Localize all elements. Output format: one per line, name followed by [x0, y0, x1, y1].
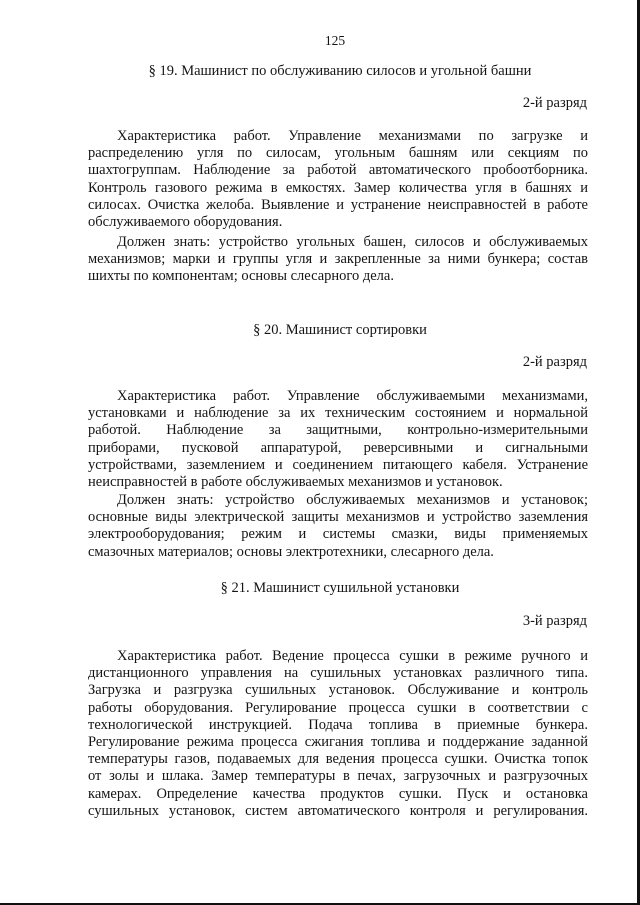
section-21-grade: 3-й разряд: [522, 613, 587, 629]
text-line: устройствами, заземлением и соединением питающего кабеля. Устранение: [88, 456, 588, 473]
text-line: Характеристика работ. Управление обслуживаемыми механизмами,: [117, 388, 588, 404]
section-20-grade: 2-й разряд: [522, 354, 587, 370]
text-line: механизмов; марки и группы угля и закрепленные за ними бункера; состав: [88, 251, 588, 268]
section-21-heading: § 21. Машинист сушильной установки: [220, 580, 460, 596]
section-19-grade: 2-й разряд: [522, 95, 587, 111]
text-line: дистанционного управления на сушильных установках различного типа.: [88, 665, 588, 682]
text-line: работой. Наблюдение за защитными, контрольно-измерительными: [88, 422, 588, 439]
text-line: обслуживаемого оборудования.: [88, 214, 283, 231]
text-line: Должен знать: устройство обслуживаемых механизмов и установок;: [117, 492, 588, 508]
text-line: Должен знать: устройство угольных башен, силосов и обслуживаемых: [117, 234, 588, 250]
text-line: камерах. Определение качества продуктов сушки. Пуск и остановка: [88, 785, 588, 802]
text-line: работы оборудования. Регулирование процесса сушки в соответствии с: [88, 699, 588, 716]
text-line: Регулирование режима процесса сжигания топлива и поддержание заданной: [88, 734, 588, 751]
page-number: 125: [324, 33, 346, 48]
text-line: шахтогруппам. Наблюдение за работой автоматического пробоотборника.: [88, 162, 588, 179]
text-line: сушильных установок, систем автоматического контроля и регулирования.: [88, 802, 588, 819]
text-line: Характеристика работ. Ведение процесса сушки в режиме ручного и: [117, 648, 588, 664]
text-line: смазочных материалов; основы электротехники, слесарного дела.: [88, 543, 494, 560]
text-line: Характеристика работ. Управление механизмами по загрузке и: [117, 128, 588, 144]
text-line: основные виды электрической защиты механизмов и устройство заземления: [88, 509, 588, 526]
section-19-heading: § 19. Машинист по обслуживанию силосов и угольной башни: [148, 63, 532, 79]
section-20-heading: § 20. Машинист сортировки: [253, 322, 427, 338]
section-19-characteristics: [88, 128, 588, 231]
text-line: электрооборудования; режим и системы смазки, виды применяемых: [88, 526, 588, 543]
text-line: Загрузка и разгрузка сушильных установок. Обслуживание и контроль: [88, 682, 588, 699]
section-21-characteristics: [88, 648, 588, 820]
text-line: приборами, пусковой аппаратурой, реверсивными и сигнальными: [88, 439, 588, 456]
section-19-knowledge: [88, 234, 588, 286]
text-line: шихты по компонентам; основы слесарного дела.: [88, 268, 394, 285]
text-line: Контроль газового режима в емкостях. Замер количества угля в башнях и: [88, 179, 588, 196]
text-line: установками и наблюдение за их техническим состоянием и нормальной: [88, 405, 588, 422]
text-line: технологической инструкцией. Подача топлива в приемные бункера.: [88, 716, 588, 733]
text-line: распределению угля по силосам, угольным башням или секциям по: [88, 145, 588, 162]
section-20-knowledge: [88, 492, 588, 561]
text-line: температуры газов, подаваемых для ведения процесса сушки. Очистка топок: [88, 751, 588, 768]
text-line: от золы и шлака. Замер температуры в печах, загрузочных и разгрузочных: [88, 768, 588, 785]
section-20-characteristics: [88, 388, 588, 491]
text-line: силосах. Очистка желоба. Выявление и устранение неисправностей в работе: [88, 196, 588, 213]
text-line: неисправностей в работе обслуживаемых механизмов и установок.: [88, 474, 503, 491]
